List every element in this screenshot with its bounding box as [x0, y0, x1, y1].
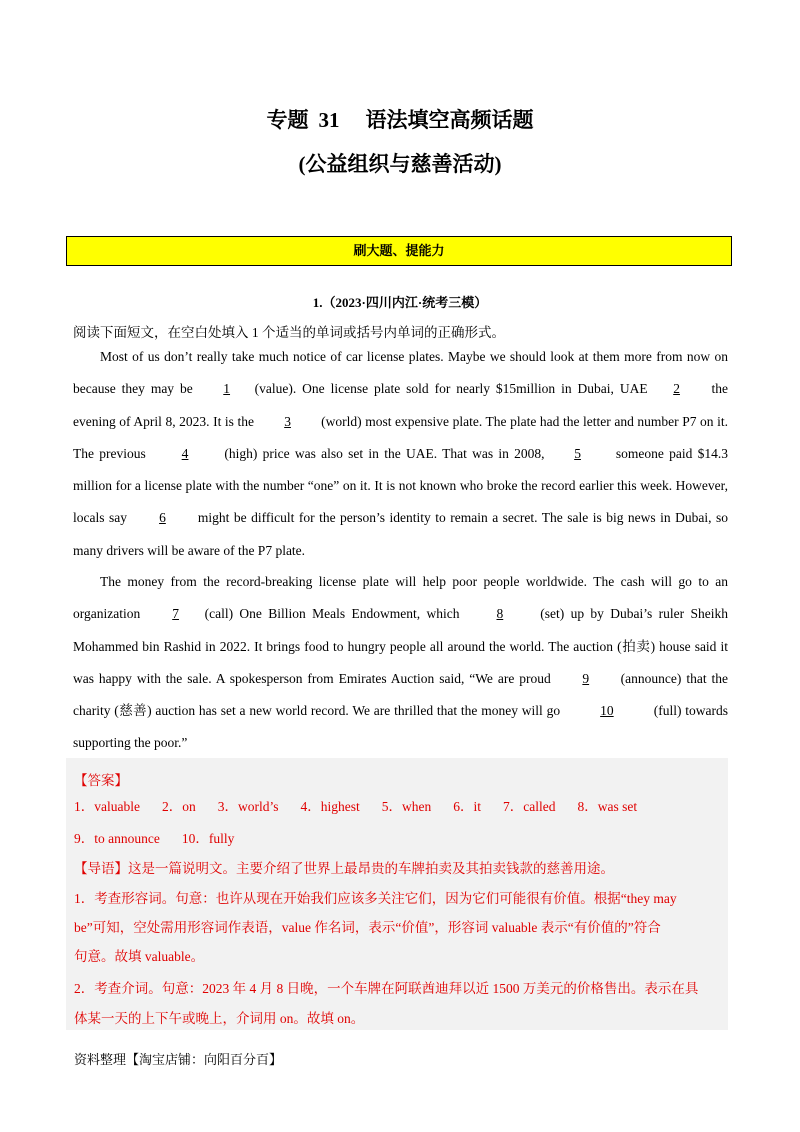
- explanation-1-line-2: be”可知，空处需用形容词作表语，value 作名词，表示“价值”，形容词 valuable 表示“有价值的”符合: [74, 920, 661, 935]
- blank-5: 5: [574, 445, 581, 461]
- answer-label: 【答案】: [74, 773, 128, 788]
- answer-item: 5．when: [381, 799, 432, 814]
- question-heading: 1.（2023·四川内江·统考三模）: [312, 295, 488, 310]
- answer-item: 2．on: [161, 799, 196, 814]
- topic-prefix: 专题: [266, 108, 309, 132]
- question-instruction: 阅读下面短文，在空白处填入 1 个适当的单词或括号内单词的正确形式。: [73, 325, 505, 340]
- blank-7: 7: [172, 606, 179, 622]
- topic-subtitle: (公益组织与慈善活动): [298, 152, 502, 176]
- topic-title-text: 语法填空高频话题: [365, 108, 534, 132]
- blank-2: 2: [673, 381, 680, 397]
- answer-item: 9．to announce: [74, 831, 160, 846]
- blank-1: 1: [223, 381, 231, 397]
- blank-6: 6: [159, 510, 166, 526]
- explanation-2-line-1: 2．考查介词。句意：2023 年 4 月 8 日晚，一个车牌在阿联酋迪拜以近 1500 万美元的价格售出。表示在具: [74, 981, 699, 996]
- passage-paragraph-2: The money from the record-breaking license plate will help poor people worldwide. The cash will go to an organization 7 (call) One Billion Meals Endowment, which 8 (set) up by Dubai’s ruler Sheikh Mohammed bin Rashid in 2022. It brings food to hungry people all around the world. The auction (拍卖) house said it was happy with the sale. A spokesperson from Emirates Auction said, “We are proud 9 (announce) that the charity (慈善) auction has set a new world record. We are thrilled that the money will go 10 (full) towards supporting the poor.”: [73, 574, 729, 751]
- blank-9: 9: [582, 670, 590, 686]
- explanation-2-line-2: 体某一天的上下午或晚上，介词用 on。故填 on。: [74, 1011, 365, 1026]
- answer-item: 8．was set: [577, 799, 638, 814]
- explanation-1-line-1: 1．考查形容词。句意：也许从现在开始我们应该多关注它们，因为它们可能很有价值。根据“they may: [74, 891, 677, 906]
- explanation-1-line-3: 句意。故填 valuable。: [74, 949, 205, 964]
- answer-item: 1．valuable: [74, 799, 140, 814]
- answer-item: 6．it: [453, 799, 481, 814]
- section-bar: 刷大题、提能力: [66, 236, 732, 266]
- page-footer: 资料整理【淘宝店铺：向阳百分百】: [74, 1052, 283, 1067]
- topic-number: 31: [318, 108, 340, 132]
- passage-paragraph-1: Most of us don’t really take much notice of car license plates. Maybe we should look at them more from now on because they may be 1 (value). One license plate sold for nearly $15million in Dubai, UAE 2 the evening of April 8, 2023. It is the 3 (world) most expensive plate. The plate had the letter and number P7 on it. The previous 4 (high) price was also set in the UAE. That was in 2008, 5 someone paid $14.3 million for a license plate with the number “one” on it. It is not known who broke the record earlier this week. However, locals say 6 might be difficult for the person’s identity to remain a secret. The sale is big news in Dubai, so many drivers will be aware of the P7 plate.: [73, 349, 728, 558]
- guide-text: 【导语】这是一篇说明文。主要介绍了世界上最昂贵的车牌拍卖及其拍卖钱款的慈善用途。: [74, 861, 614, 876]
- blank-3: 3: [284, 413, 291, 429]
- answer-item: 10．fully: [181, 831, 235, 846]
- answer-item: 3．world’s: [217, 799, 279, 814]
- answer-item: 4．highest: [300, 799, 360, 814]
- answer-row-2: [74, 827, 256, 847]
- answer-row-1: [74, 795, 659, 815]
- blank-4: 4: [181, 445, 189, 461]
- blank-8: 8: [496, 606, 504, 622]
- topic-title: [0, 104, 800, 134]
- blank-10: 10: [600, 703, 614, 719]
- answer-item: 7．called: [503, 799, 556, 814]
